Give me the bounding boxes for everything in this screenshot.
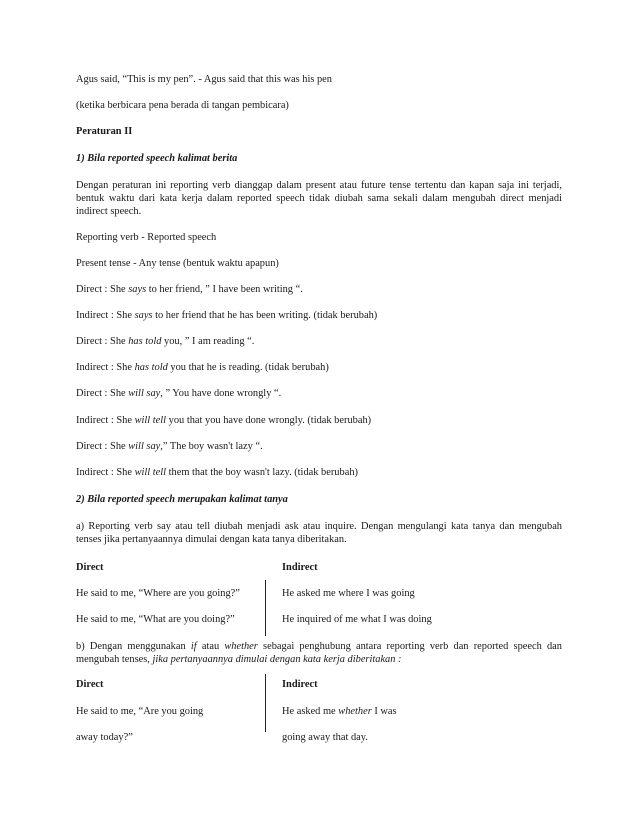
paragraph: a) Reporting verb say atau tell diubah menjadi ask atau inquire. Dengan mengulangi kata tanya dan mengubah tenses jika pertanyaannya dimulai dengan kata tanya diberitakan.	[76, 521, 562, 545]
example-verb: will tell	[134, 467, 167, 478]
table-cell-direct: He said to me, “What are you doing?”	[76, 614, 235, 625]
example-indirect	[76, 466, 358, 479]
example-prefix: Direct : She	[76, 284, 129, 295]
text-line: Agus said, “This is my pen”. - Agus said that this was his pen	[76, 74, 332, 85]
table-header-indirect: Indirect	[282, 679, 318, 690]
paragraph: Dengan peraturan ini reporting verb dianggap dalam present atau future tense tertentu dan kapan saja ini terjadi, bentuk waktu dari kata kerja dalam reported speech tidak diubah sama sekali dalam mengubah direct menjadi indirect speech.	[76, 180, 562, 217]
example-rest: you that you have done wrongly. (tidak berubah)	[166, 415, 372, 426]
table-cell-direct: He said to me, “Where are you going?”	[76, 588, 240, 599]
column-divider	[265, 674, 266, 732]
example-indirect	[76, 414, 371, 427]
column-divider	[265, 580, 266, 636]
example-rest: to her friend, ” I have been writing “.	[146, 284, 303, 295]
example-prefix: Indirect : She	[76, 415, 135, 426]
table-cell-direct: He said to me, “Are you going	[76, 706, 204, 717]
example-direct	[76, 440, 263, 453]
table-cell-direct: away today?”	[76, 732, 133, 743]
example-prefix: Indirect : She	[76, 362, 135, 373]
example-indirect	[76, 361, 329, 374]
example-verb: will tell	[134, 415, 167, 426]
text-line: Reporting verb - Reported speech	[76, 232, 217, 243]
paragraph-text: atau	[196, 641, 225, 652]
paragraph	[76, 640, 562, 666]
example-verb: has told	[128, 336, 162, 347]
subsection-heading: 1) Bila reported speech kalimat berita	[76, 153, 238, 164]
example-rest: , ” You have done wrongly “.	[160, 388, 282, 399]
example-prefix: Direct : She	[76, 388, 129, 399]
example-prefix: Indirect : She	[76, 310, 135, 321]
table-header-direct: Direct	[76, 679, 104, 690]
example-verb: says	[134, 310, 153, 321]
table-cell-indirect: He inquired of me what I was doing	[282, 614, 432, 625]
example-prefix: Indirect : She	[76, 467, 135, 478]
example-rest: you that he is reading. (tidak berubah)	[167, 362, 329, 373]
example-direct	[76, 387, 281, 400]
table-cell-indirect: going away that day.	[282, 732, 368, 743]
paragraph-text: b) Dengan menggunakan	[76, 641, 191, 652]
example-prefix: Direct : She	[76, 336, 129, 347]
keyword: whether	[224, 641, 258, 652]
example-direct	[76, 335, 254, 348]
example-direct	[76, 283, 303, 296]
example-rest: to her friend that he has been writing. (tidak berubah)	[152, 310, 378, 321]
keyword: whether	[338, 706, 372, 717]
example-indirect	[76, 309, 377, 322]
example-verb: has told	[134, 362, 168, 373]
cell-text: I was	[371, 706, 397, 717]
table-cell-indirect: He asked me where I was going	[282, 588, 415, 599]
example-prefix: Direct : She	[76, 441, 129, 452]
table-header-direct: Direct	[76, 562, 104, 573]
subsection-heading: 2) Bila reported speech merupakan kalimat tanya	[76, 494, 288, 505]
paragraph-italic: jika pertanyaannya dimulai dengan kata kerja diberitakan :	[152, 654, 402, 665]
section-heading: Peraturan II	[76, 126, 133, 137]
example-verb: will say	[128, 388, 161, 399]
keyword: if	[190, 641, 197, 652]
table-header-indirect: Indirect	[282, 562, 318, 573]
text-line: Present tense - Any tense (bentuk waktu apapun)	[76, 258, 279, 269]
example-verb: will say	[128, 441, 161, 452]
paragraph-text: sebagai penghubung antara reporting verb dan reported speech dan mengubah tenses,	[76, 641, 562, 665]
example-rest: them that the boy wasn't lazy. (tidak berubah)	[166, 467, 358, 478]
example-rest: ,” The boy wasn't lazy “.	[160, 441, 263, 452]
example-rest: you, ” I am reading “.	[161, 336, 255, 347]
cell-text: He asked me	[282, 706, 339, 717]
example-verb: says	[128, 284, 147, 295]
table-cell-indirect	[282, 705, 397, 718]
text-line: (ketika berbicara pena berada di tangan pembicara)	[76, 100, 289, 111]
